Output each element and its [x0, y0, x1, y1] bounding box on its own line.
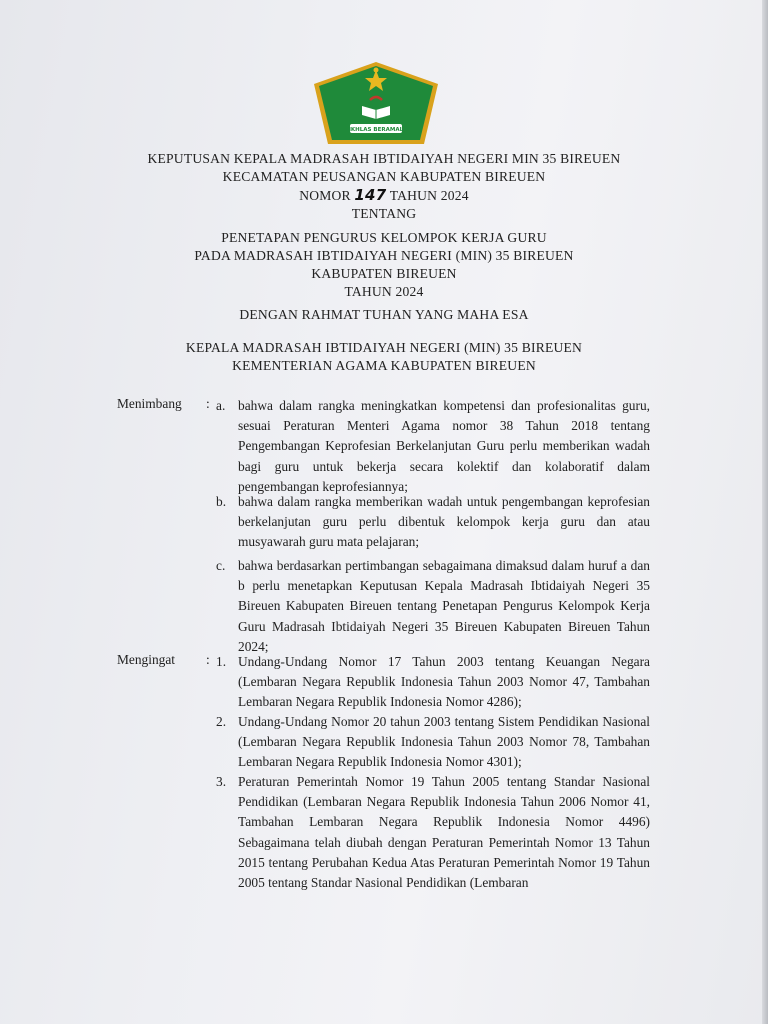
item-text: bahwa berdasarkan pertimbangan sebagaimana dimaksud dalam huruf a dan b perlu menetapkan Keputusan Kepala Madrasah Ibtidaiyah Negeri 35 Bireuen Kabupaten Bireuen tentang Penetapan Pengurus Kelompok Kerja Guru Madrasah Ibtidaiyah Negeri 35 Bireuen Kabupaten Bireuen Tahun 2024; — [238, 558, 650, 654]
nomor-value: 147 — [354, 186, 387, 204]
subject-line-2: PADA MADRASAH IBTIDAIYAH NEGERI (MIN) 35 BIREUEN — [194, 248, 574, 263]
mengingat-label: Mengingat — [117, 652, 176, 667]
rahmat-line: DENGAN RAHMAT TUHAN YANG MAHA ESA — [239, 307, 529, 322]
item-marker: a. — [216, 398, 226, 413]
mengingat-item-1 — [216, 652, 650, 713]
menimbang-label: Menimbang — [117, 396, 182, 411]
subject-line-1: PENETAPAN PENGURUS KELOMPOK KERJA GURU — [221, 230, 547, 245]
item-text: bahwa dalam rangka meningkatkan kompetensi dan profesionalitas guru, sesuai Peraturan Menteri Agama nomor 38 Tahun 2018 tentang Pengembangan Keprofesian Berkelanjutan Guru perlu memberikan wadah bagi guru untuk bekerja secara kolektif dan kolaboratif dalam pengembangan keprofesiannya; — [238, 398, 650, 494]
subject-line-4: TAHUN 2024 — [344, 284, 424, 299]
tentang-heading: TENTANG — [351, 206, 417, 221]
nomor-prefix: NOMOR — [299, 188, 351, 203]
title-line-2: KECAMATAN PEUSANGAN KABUPATEN BIREUEN — [222, 169, 546, 184]
menimbang-item-a — [216, 396, 650, 497]
rahmat-block — [90, 306, 678, 324]
mengingat-colon: : — [206, 652, 210, 667]
paper-edge — [762, 0, 768, 1024]
document-header — [90, 150, 678, 205]
kepala-line-1: KEPALA MADRASAH IBTIDAIYAH NEGERI (MIN) 35 BIREUEN — [185, 340, 583, 355]
item-marker: 1. — [216, 654, 227, 669]
item-marker: 2. — [216, 714, 227, 729]
nomor-suffix: TAHUN 2024 — [389, 188, 469, 203]
logo-motto: IKHLAS BERAMAL — [348, 127, 404, 133]
item-marker: c. — [216, 558, 226, 573]
nomor-line — [90, 186, 678, 205]
item-marker: b. — [216, 494, 227, 509]
title-line-1: KEPUTUSAN KEPALA MADRASAH IBTIDAIYAH NEGERI MIN 35 BIREUEN — [147, 151, 621, 166]
kemenag-emblem-icon — [310, 60, 442, 146]
menimbang-colon: : — [206, 396, 210, 411]
item-text: Undang-Undang Nomor 20 tahun 2003 tentang Sistem Pendidikan Nasional (Lembaran Negara Republik Indonesia Tahun 2003 Nomor 78, Tambahan Lembaran Negara Republik Indonesia Nomor 4301); — [238, 714, 650, 770]
item-text: Peraturan Pemerintah Nomor 19 Tahun 2005 tentang Standar Nasional Pendidikan (Lembaran Negara Republik Indonesia Tahun 2006 Nomor 41, Tambahan Lembaran Negara Republik Indonesia Nomor 4496) Sebagaimana telah diubah dengan Peraturan Pemerintah Nomor 13 Tahun 2015 tentang Perubahan Kedua Atas Peraturan Pemerintah Nomor 19 Tahun 2005 tentang Standar Nasional Pendidikan (Lembaran — [238, 774, 650, 891]
item-marker: 3. — [216, 774, 227, 789]
menimbang-item-c — [216, 556, 650, 657]
menimbang-item-b — [216, 492, 650, 553]
item-text: bahwa dalam rangka memberikan wadah untuk pengembangan keprofesian berkelanjutan guru perlu dibentuk kelompok kerja guru dan atau musyawarah guru mata pelajaran; — [238, 494, 650, 550]
subject-block — [90, 229, 678, 301]
subject-line-3: KABUPATEN BIREUEN — [311, 266, 457, 281]
item-text: Undang-Undang Nomor 17 Tahun 2003 tentang Keuangan Negara (Lembaran Negara Republik Indonesia Tahun 2003 Nomor 47, Tambahan Lembaran Negara Republik Indonesia Nomor 4286); — [238, 654, 650, 710]
mengingat-item-3 — [216, 772, 650, 893]
kepala-block — [90, 339, 678, 375]
kepala-line-2: KEMENTERIAN AGAMA KABUPATEN BIREUEN — [232, 358, 536, 373]
mengingat-item-2 — [216, 712, 650, 773]
tentang-block — [90, 205, 678, 223]
